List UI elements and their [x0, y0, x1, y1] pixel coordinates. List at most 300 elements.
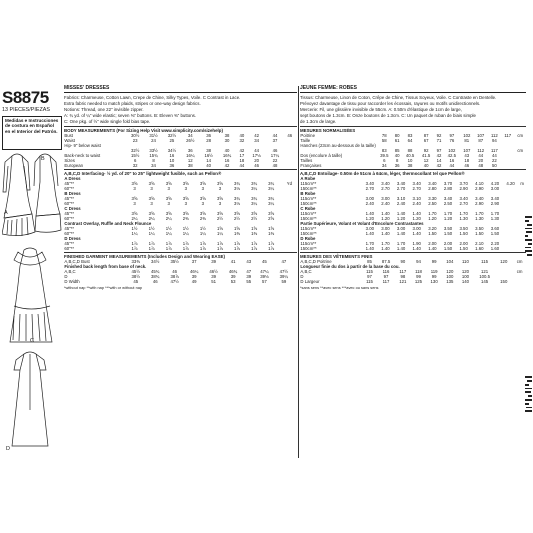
table-cell: 1.40 — [396, 245, 406, 251]
table-cell: 36 — [187, 147, 193, 153]
english-finished-table — [64, 259, 297, 284]
table-cell: 3.50 — [459, 225, 468, 231]
table-cell: 97 — [383, 273, 389, 279]
table-cell: 104 — [446, 258, 454, 264]
table-cell: 1⅞ — [199, 245, 206, 251]
table-cell: 42.5 — [447, 152, 457, 158]
table-cell: 115cm** — [300, 240, 317, 246]
table-cell: 47 — [246, 268, 252, 274]
table-cell: 4.20 — [506, 180, 515, 186]
table-cell: 3.00 — [396, 225, 406, 231]
table-cell: 3 — [150, 185, 153, 191]
table-cell: 55 — [246, 278, 252, 284]
table-cell: 3.60 — [490, 225, 500, 231]
table-cell: 60"** — [64, 230, 75, 236]
table-cell: 117 — [382, 278, 390, 284]
table-cell: 42 — [254, 132, 259, 138]
table-cell: 1½ — [131, 225, 138, 231]
english-body-heading: BODY MEASUREMENTS (For Sizing Help Visit www.simplicity.com/sizehelp) — [64, 127, 223, 133]
table-cell: 42 — [224, 162, 230, 168]
table-cell: 6 — [383, 157, 386, 163]
table-cell: 1⅞ — [199, 240, 206, 246]
table-cell: 1⅞ — [251, 245, 258, 251]
table-cell: 3⅝ — [182, 210, 189, 216]
table-row — [64, 246, 297, 251]
table-cell: 1.20 — [365, 215, 374, 221]
table-cell: 1⅝ — [268, 225, 275, 231]
table-cell: 3¼ — [268, 185, 275, 191]
table-cell: 150 — [500, 278, 508, 284]
table-cell: 3 — [167, 185, 170, 191]
table-cell: 2.40 — [412, 200, 421, 206]
table-cell: 39 — [230, 273, 236, 279]
table-cell — [282, 246, 297, 251]
table-cell: 3 — [133, 200, 136, 206]
table-cell: 88 — [407, 147, 413, 153]
table-cell: 3.50 — [475, 225, 484, 231]
table-cell: Yd — [286, 180, 292, 186]
french-body-heading: MESURES NORMALISÉES — [300, 127, 356, 133]
table-cell: 120 — [461, 268, 469, 274]
table-cell: 83 — [407, 132, 413, 138]
table-cell: 1⅞ — [216, 245, 223, 251]
table-cell: 48 — [478, 162, 484, 168]
table-cell: 3.10 — [396, 195, 406, 201]
table-cell: 1¼ — [182, 230, 189, 236]
table-cell: 46¾ — [228, 268, 238, 274]
table-cell: 98 — [400, 273, 406, 279]
figure-label-d: D — [6, 446, 10, 452]
table-cell: 40 — [206, 162, 212, 168]
table-cell — [284, 163, 295, 168]
french-notions: Mercerie: Fil, une glissière invisible de 55cm. A: 0.50m d'élastique de 1cm de large, — [300, 107, 462, 113]
table-cell: 1¼ — [165, 230, 172, 236]
table-cell: 1⅞ — [148, 245, 155, 251]
table-cell: 44 — [449, 162, 455, 168]
table-cell: 39 — [211, 258, 216, 264]
table-cell: 40 — [224, 147, 230, 153]
english-notions: Notions: Thread, one 22" invisible zipper. — [64, 107, 144, 113]
table-cell: 34 — [254, 137, 259, 143]
table-cell: 1⅝ — [234, 225, 240, 231]
table-cell: Françaises — [300, 162, 322, 168]
table-row — [300, 153, 526, 158]
table-cell: D — [64, 273, 68, 279]
table-cell: 45½ — [131, 268, 140, 274]
table-cell: 3 — [201, 185, 205, 191]
table-cell: 1¼ — [131, 230, 138, 236]
table-cell: 115cm** — [300, 195, 317, 201]
table-cell: 1.70 — [396, 240, 406, 246]
table-cell: 1.40 — [365, 210, 374, 216]
english-panel — [64, 86, 297, 290]
table-cell: 1.60 — [475, 245, 484, 251]
table-cell: 2.40 — [396, 200, 406, 206]
table-cell: 1.40 — [396, 230, 406, 236]
table-cell: m — [520, 180, 524, 186]
table-cell: 1.50 — [443, 245, 453, 251]
table-cell: 67 — [423, 137, 429, 143]
table-row — [64, 163, 297, 168]
table-cell: 2⅜ — [199, 215, 206, 221]
english-notions-a: A: ¾ yd. of ¼" wide elastic; seven ⅜" buttons. B: Eleven ⅜" buttons. — [64, 113, 197, 119]
table-cell: 1.40 — [412, 210, 421, 216]
table-cell: 2.90 — [490, 200, 500, 206]
table-cell: 1.50 — [443, 230, 453, 236]
table-cell: 2.80 — [443, 185, 453, 191]
table-cell: 1.30 — [490, 215, 500, 221]
english-fabrics: Fabrics: Charmeuse, Cotton Lawn, Crepe de Chine, Silky Types, Voile. C Contrast in Lace. — [64, 95, 241, 101]
table-cell: cm — [516, 258, 523, 264]
table-cell: 1.30 — [475, 215, 484, 221]
table-cell: 16 — [169, 152, 175, 158]
table-cell: 3⅝ — [216, 195, 223, 201]
table-cell: 97 — [449, 132, 455, 138]
table-cell: 37 — [272, 137, 278, 143]
table-cell: 150cm** — [300, 215, 317, 221]
table-cell: 3¼ — [268, 200, 275, 206]
table-cell: 32 — [239, 137, 245, 143]
table-cell: 32½ — [131, 147, 140, 153]
table-cell: 44 — [478, 152, 484, 158]
table-cell: 33½ — [149, 147, 158, 153]
table-cell: 45 — [133, 278, 139, 284]
barcode-mark — [525, 216, 532, 258]
french-interfacing: A,B,C,D Entoilage- 0.50m de 51cm à 64cm, léger, thermocollant tel que Pellon® — [300, 170, 465, 176]
table-cell: 22 — [492, 157, 497, 163]
table-cell: 38¾ — [151, 273, 160, 279]
table-cell: 1⅝ — [251, 225, 258, 231]
table-cell: 10 — [169, 157, 175, 163]
table-cell: 1¼ — [216, 230, 223, 236]
table-cell: 38 — [206, 147, 212, 153]
table-cell — [514, 163, 526, 168]
table-cell: 16¾ — [222, 152, 232, 158]
table-cell: 87 — [478, 137, 484, 143]
table-cell: 94 — [416, 258, 421, 264]
table-cell: cm — [517, 147, 524, 153]
table-cell: 99 — [431, 273, 437, 279]
table-cell: 46 — [464, 162, 470, 168]
table-cell — [295, 163, 297, 168]
table-cell: 121 — [399, 278, 407, 284]
table-cell: 6 — [133, 157, 137, 163]
table-cell: 47½ — [279, 268, 289, 274]
table-cell: 53 — [230, 278, 236, 284]
french-fabrics-note: Prévoyez davantage de tissu pour raccorder les écossais, rayures ou motifs unidirectionnels. — [300, 101, 481, 107]
table-cell: 1.70 — [381, 240, 390, 246]
table-cell: Longueur finie du dos à partir de la base du cou. — [300, 263, 400, 269]
table-cell: 3⅝ — [199, 195, 206, 201]
table-cell: 20 — [254, 157, 259, 163]
table-cell: 8 — [152, 157, 155, 163]
table-cell: 99 — [416, 273, 421, 279]
table-cell: 116 — [382, 268, 390, 274]
table-cell: 2⅜ — [182, 215, 189, 221]
table-cell: 97 — [367, 273, 372, 279]
table-cell: 3.40 — [381, 180, 390, 186]
table-cell: 3 — [184, 185, 187, 191]
table-cell: 2.70 — [381, 185, 390, 191]
dress-a-b-line-drawing — [2, 152, 62, 244]
table-cell: 1⅞ — [148, 240, 155, 246]
table-cell: cm — [517, 132, 524, 138]
table-cell: 1⅜ — [251, 230, 258, 236]
figure-label-b: B — [41, 156, 45, 162]
table-cell: 3.70 — [459, 180, 468, 186]
table-cell: 120 — [500, 258, 508, 264]
table-cell: 2½ — [216, 215, 223, 221]
table-cell: A,B,C — [64, 268, 76, 274]
table-cell: 112 — [477, 147, 485, 153]
table-row — [64, 279, 297, 284]
table-cell: 45 — [261, 258, 267, 264]
pieces-count: 13 PIECES/PIEZAS — [2, 107, 50, 113]
table-cell: 78 — [381, 132, 387, 138]
table-cell: 83 — [381, 147, 387, 153]
table-cell: 2⅝ — [268, 215, 275, 221]
english-interfacing: A,B,C,D Interfacing- ½ yd. of 20" to 25" lightweight fusible, such as Pellon® — [64, 170, 222, 176]
table-cell: 1.20 — [443, 215, 453, 221]
table-cell: 1⅞ — [165, 240, 172, 246]
table-cell: 3.40 — [365, 180, 374, 186]
table-cell: 1.20 — [396, 215, 406, 221]
table-cell: 28 — [206, 137, 212, 143]
table-cell: 3.00 — [490, 185, 500, 191]
table-cell: 3⅝ — [199, 210, 206, 216]
table-cell: 40 — [423, 162, 429, 168]
table-cell: 46 — [172, 268, 178, 274]
table-cell: 1½ — [165, 225, 172, 231]
table-cell: 46 — [287, 132, 293, 138]
table-cell: D Width — [64, 278, 80, 284]
table-cell: 80 — [394, 132, 400, 138]
table-cell: 115 — [366, 268, 373, 274]
table-cell: 92 — [436, 132, 442, 138]
table-cell: 1.70 — [443, 210, 453, 216]
table-cell: 26½ — [186, 137, 195, 143]
table-cell: 87.5 — [381, 258, 391, 264]
table-cell: 1.40 — [381, 230, 390, 236]
table-cell: 18 — [239, 157, 245, 163]
table-cell: 97 — [436, 147, 442, 153]
table-cell: 2.90 — [475, 200, 484, 206]
table-cell: 1.40 — [365, 245, 374, 251]
table-cell: 4.20 — [490, 180, 500, 186]
table-cell: 3⅝ — [165, 195, 172, 201]
table-cell: 60"** — [64, 245, 75, 251]
table-cell: 14 — [436, 157, 442, 163]
table-cell: 3.20 — [428, 225, 437, 231]
table-cell: 112 — [490, 132, 498, 138]
table-cell: 1½ — [148, 225, 155, 231]
table-cell: 17 — [239, 152, 245, 158]
table-cell: 34½ — [151, 258, 160, 264]
table-cell: 38 — [187, 162, 193, 168]
table-cell: 121 — [481, 268, 489, 274]
table-cell: 102 — [448, 147, 456, 153]
table-cell: 107 — [463, 147, 471, 153]
table-cell: 1.40 — [412, 245, 421, 251]
table-row — [300, 163, 526, 168]
table-cell: 48 — [272, 162, 278, 168]
table-cell: 38 — [407, 162, 413, 168]
table-cell: 1.50 — [459, 230, 468, 236]
table-cell: 2½ — [234, 215, 240, 221]
table-cell: 3⅛ — [234, 185, 240, 191]
table-cell: 3¾ — [268, 195, 275, 201]
table-cell: 31½ — [149, 132, 158, 138]
table-cell: 2.10 — [475, 240, 484, 246]
table-cell: 3⅝ — [251, 210, 258, 216]
table-cell: 140 — [461, 278, 469, 284]
table-cell: 2.00 — [459, 240, 468, 246]
table-cell: 1⅞ — [131, 240, 138, 246]
table-cell: 46 — [272, 147, 278, 153]
table-cell: 1⅞ — [251, 240, 258, 246]
pattern-number: S8875 — [2, 88, 49, 107]
table-cell: 49 — [191, 278, 197, 284]
table-cell: 3.40 — [459, 195, 468, 201]
table-cell: 34 — [151, 162, 156, 168]
table-cell: Finished back length from base of neck. — [64, 263, 147, 269]
french-fabrics: Tissus: Charmeuse, Linon de Coton, Crêpe de Chine, Tissus Soyeux, Voile. C Contraste en Dentelle. — [300, 95, 497, 101]
spanish-instructions-box: Medidas e Instrucciones de costura en Español en el Interior del Patrón. — [2, 116, 62, 150]
table-cell: 23 — [132, 137, 138, 143]
table-cell: 2.90 — [475, 185, 484, 191]
table-cell: 2.50 — [443, 200, 453, 206]
table-cell: 39 — [246, 273, 252, 279]
english-fabrics-note: Extra fabric needed to match plaids, stripes or one-way design fabrics. — [64, 101, 201, 107]
table-cell: 117 — [490, 147, 498, 153]
table-cell: D — [300, 273, 304, 279]
table-cell: 2¼ — [165, 215, 172, 221]
table-cell: 18 — [464, 157, 470, 163]
french-finished-heading: MESURES DES VÊTEMENTS FINIS — [300, 253, 373, 259]
table-cell: 34 — [187, 132, 193, 138]
table-cell: 15¾ — [149, 152, 158, 158]
table-cell: 46 — [152, 278, 158, 284]
table-cell: Tailles — [300, 157, 313, 163]
table-cell: 44 — [272, 132, 278, 138]
table-cell: 3¼ — [251, 185, 258, 191]
table-cell: 3⅝ — [268, 210, 275, 216]
table-cell: 1.40 — [396, 210, 406, 216]
table-cell: 2.40 — [365, 200, 374, 206]
table-cell: 118 — [415, 268, 422, 274]
table-cell: 115cm** — [300, 210, 317, 216]
table-cell: 150cm** — [300, 245, 317, 251]
table-cell: D Robe — [300, 235, 316, 241]
table-cell: 42 — [239, 147, 245, 153]
table-cell: 85 — [394, 147, 400, 153]
english-finished-heading: FINISHED GARMENT MEASUREMENTS (Includes Design and Wearing EASE) — [64, 253, 225, 259]
table-cell: 3⅝ — [131, 180, 138, 186]
table-cell: 150cm** — [300, 200, 317, 206]
table-cell: 16 — [224, 157, 230, 163]
table-cell: 16 — [449, 157, 455, 163]
table-cell — [295, 279, 297, 284]
table-cell: 3.30 — [428, 195, 437, 201]
french-panel — [300, 86, 526, 290]
table-cell: 15½ — [131, 152, 140, 158]
table-cell: 1¼ — [148, 230, 155, 236]
table-cell: 39⅛ — [260, 273, 269, 279]
table-cell: 39 — [211, 273, 216, 279]
table-cell: 99 — [431, 258, 437, 264]
table-cell: 2.70 — [412, 185, 421, 191]
table-cell: 3.40 — [490, 195, 500, 201]
table-cell: 3.00 — [381, 195, 390, 201]
table-cell: 1.40 — [381, 245, 390, 251]
table-cell: 60"** — [64, 200, 75, 206]
english-notions-c: C: One pkg. of ½" wide single fold bias tape. — [64, 119, 151, 125]
table-cell: Hanches (23cm au-dessous de la taille) — [300, 142, 376, 148]
table-cell: 45¾ — [151, 268, 160, 274]
table-cell: Partie Supérieure, Volant et Volant d'Encolure Contrastantes — [300, 220, 424, 226]
table-cell: 3⅝ — [182, 180, 189, 186]
table-cell: 40.5 — [405, 152, 415, 158]
table-cell: Waist — [64, 137, 75, 143]
table-cell: 32 — [132, 162, 138, 168]
table-cell: 33⅜ — [131, 258, 140, 264]
table-cell: 1⅞ — [131, 245, 138, 251]
table-cell: 2.90 — [459, 185, 468, 191]
table-cell: 1⅜ — [268, 230, 275, 236]
table-cell: 46 — [254, 162, 259, 168]
table-cell: 43 — [246, 258, 252, 264]
table-cell: 36 — [206, 132, 212, 138]
table-cell: 36 — [394, 162, 400, 168]
table-cell: 3 — [201, 200, 205, 206]
table-cell: 1⅞ — [268, 245, 275, 251]
table-cell: 81 — [464, 137, 470, 143]
english-title: MISSES' DRESSES — [64, 86, 297, 93]
table-cell: 12 — [187, 157, 193, 163]
english-footnote: *without nap **with nap ***with or without nap — [64, 284, 143, 290]
table-cell: 1½ — [182, 225, 189, 231]
table-cell: A,B,C,D Bust — [64, 258, 90, 264]
table-cell: 125 — [414, 278, 423, 284]
table-cell: 58 — [381, 137, 387, 143]
table-cell: 115 — [366, 278, 373, 284]
table-cell: 71 — [436, 137, 442, 143]
table-cell: B Robe — [300, 190, 316, 196]
table-cell: 1⅞ — [216, 240, 223, 246]
table-cell: 3 — [167, 200, 170, 206]
table-cell: 115cm** — [300, 225, 317, 231]
table-cell: 1⅞ — [182, 240, 189, 246]
table-cell: 3 — [218, 200, 222, 206]
table-cell: 1⅞ — [234, 240, 240, 246]
table-cell: 3⅛ — [234, 200, 240, 206]
table-cell: Dos (encolure à taille) — [300, 152, 343, 158]
table-cell: 16¼ — [186, 152, 195, 158]
table-cell: 3.70 — [443, 180, 453, 186]
english-body-table — [64, 133, 297, 168]
table-cell: Poitrine — [300, 132, 315, 138]
french-yardage-table — [300, 176, 526, 251]
table-cell: A,B,C,D Poitrine — [300, 258, 332, 264]
table-cell: 38 — [224, 132, 230, 138]
table-cell: Sizes — [64, 157, 75, 163]
table-cell: 3⅝ — [131, 210, 138, 216]
table-cell: 1.70 — [459, 210, 468, 216]
table-cell: 1.40 — [428, 245, 437, 251]
table-cell: 40 — [394, 152, 400, 158]
table-cell: European — [64, 162, 84, 168]
table-cell: 130 — [430, 278, 438, 284]
